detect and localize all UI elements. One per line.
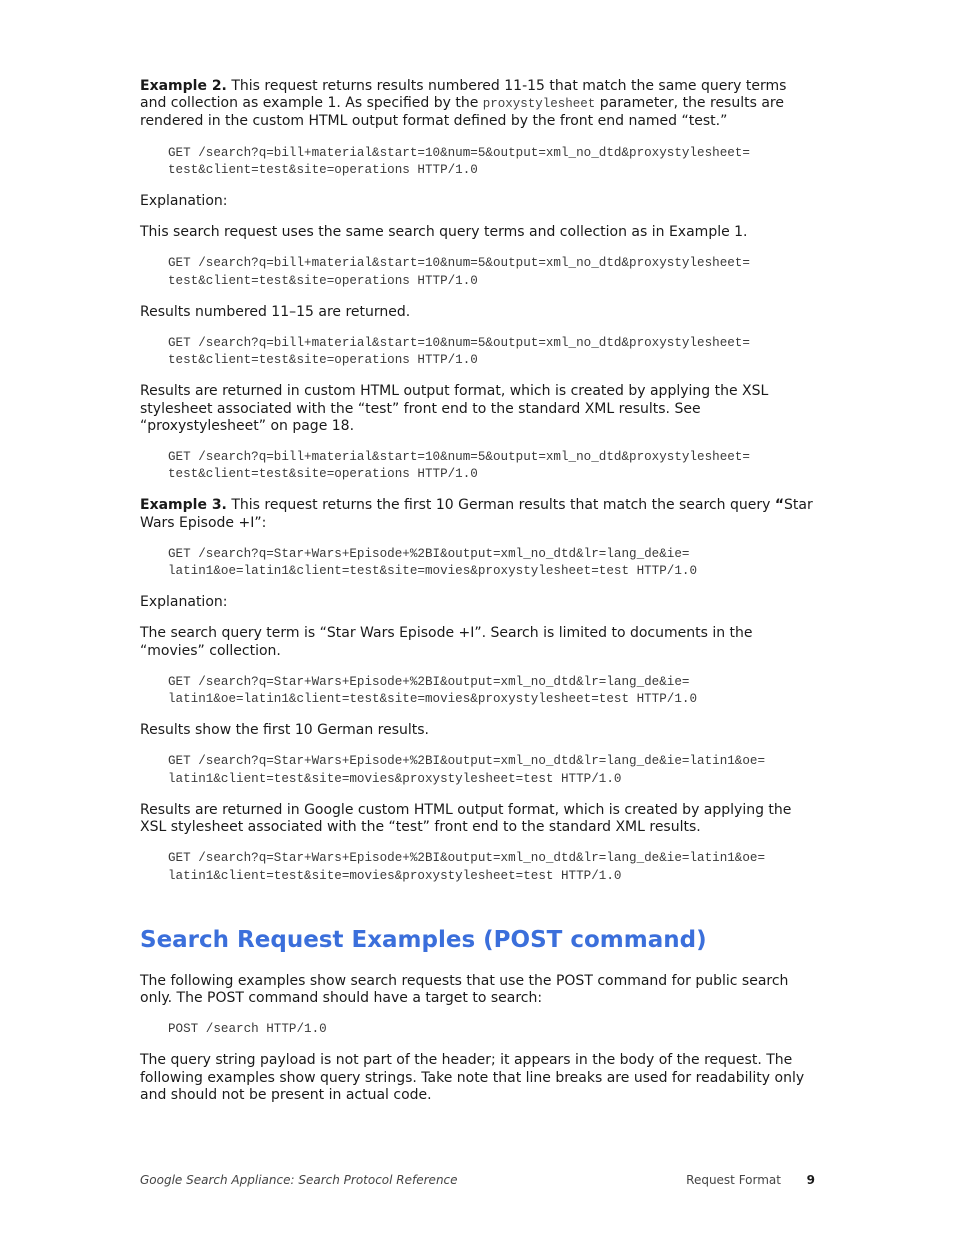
example-3-paragraph xyxy=(140,497,815,531)
document-body xyxy=(140,78,815,1118)
example-3-label: Example 3. xyxy=(140,497,227,514)
code-block: GET /search?q=bill+material&start=10&num=5&output=xml_no_dtd&proxystylesheet= test&client=test&site=operations HTTP/1.0 xyxy=(168,336,750,368)
example-3-text-after: Star Wars Episode +I”: xyxy=(140,497,813,531)
body-paragraph: This search request uses the same search query terms and collection as in Example 1. xyxy=(140,224,748,241)
proxystylesheet-code: proxystylesheet xyxy=(482,97,596,112)
code-block: GET /search?q=Star+Wars+Episode+%2BI&output=xml_no_dtd&lr=lang_de&ie=latin1&oe= latin1&client=test&site=movies&proxystylesheet=test HTTP/1.0 xyxy=(168,754,766,786)
code-block: GET /search?q=Star+Wars+Episode+%2BI&output=xml_no_dtd&lr=lang_de&ie= latin1&oe=latin1&client=test&site=movies&proxystylesheet=test HTTP/1.0 xyxy=(168,546,698,579)
code-block: POST /search HTTP/1.0 xyxy=(168,1022,327,1037)
example-2-label: Example 2. xyxy=(140,78,227,94)
code-block: GET /search?q=bill+material&start=10&num=5&output=xml_no_dtd&proxystylesheet= test&client=test&site=operations HTTP/1.0 xyxy=(168,450,750,482)
body-paragraph: The query string payload is not part of the header; it appears in the body of the request. The following examples show query strings. Take note that line breaks are used for readability only and should not be present in actual code. xyxy=(140,1052,805,1103)
example-3-text-before: This request returns the first 10 German results that match the search query xyxy=(226,497,775,514)
body-paragraph: The following examples show search requests that use the POST command for public search only. The POST command should have a target to search: xyxy=(140,972,789,1006)
explanation-label: Explanation: xyxy=(140,193,228,210)
body-paragraph: Results are returned in Google custom HTML output format, which is created by applying the XSL stylesheet associated with the “test” front end to the standard XML results. xyxy=(140,801,792,836)
example-2-paragraph xyxy=(140,78,815,131)
code-block: GET /search?q=Star+Wars+Episode+%2BI&output=xml_no_dtd&lr=lang_de&ie= latin1&oe=latin1&client=test&site=movies&proxystylesheet=test HTTP/1.0 xyxy=(168,674,698,707)
body-paragraph: Results numbered 11–15 are returned. xyxy=(140,303,411,320)
body-paragraph: Results are returned in custom HTML output format, which is created by applying the XSL stylesheet associated with the “test” front end to the standard XML results. See “proxystylesheet” on page 18. xyxy=(140,383,769,434)
code-block: GET /search?q=bill+material&start=10&num=5&output=xml_no_dtd&proxystylesheet= test&client=test&site=operations HTTP/1.0 xyxy=(168,256,750,288)
code-block: GET /search?q=Star+Wars+Episode+%2BI&output=xml_no_dtd&lr=lang_de&ie=latin1&oe= latin1&client=test&site=movies&proxystylesheet=test HTTP/1.0 xyxy=(168,851,766,883)
footer-doc-title: Google Search Appliance: Search Protocol Reference xyxy=(140,1173,458,1187)
body-paragraph: Results show the first 10 German results. xyxy=(140,722,429,739)
explanation-label: Explanation: xyxy=(140,594,228,611)
footer-page-number: 9 xyxy=(806,1173,815,1187)
body-paragraph: The search query term is “Star Wars Episode +I”. Search is limited to documents in the “movies” collection. xyxy=(140,625,753,659)
example-2-text-after: parameter, the results are rendered in the custom HTML output format defined by the front end named “test.” xyxy=(140,95,784,130)
code-block: GET /search?q=bill+material&start=10&num=5&output=xml_no_dtd&proxystylesheet= test&client=test&site=operations HTTP/1.0 xyxy=(168,145,750,177)
page-footer xyxy=(140,1173,815,1191)
example-3-open-quote: “ xyxy=(774,497,785,514)
example-2-text-before: This request returns results numbered 11-15 that match the same query terms and collection as example 1. As specified by the xyxy=(140,78,787,112)
footer-section: Request Format xyxy=(686,1173,781,1187)
section-heading: Search Request Examples (POST command) xyxy=(140,926,707,953)
